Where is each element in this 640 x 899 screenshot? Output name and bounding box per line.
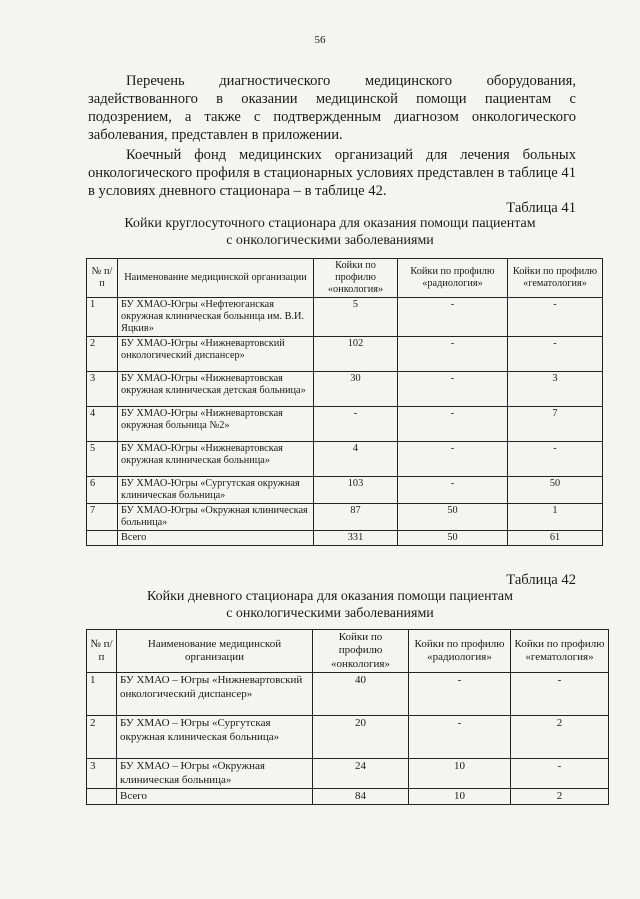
hematology-beds: 7: [508, 407, 603, 442]
org-name: БУ ХМАО-Югры «Нефтеюганская окружная клиническая больница им. В.И. Яцкив»: [118, 298, 314, 337]
hematology-beds: 1: [508, 504, 603, 531]
total-radiology: 50: [398, 531, 508, 546]
oncology-beds: 87: [314, 504, 398, 531]
row-number: 2: [87, 716, 117, 759]
table42-title: [80, 588, 580, 622]
hematology-beds: 2: [511, 716, 609, 759]
table-row: [87, 372, 603, 407]
paragraph-bed-fund: Коечный фонд медицинских организаций для лечения больных онкологического профиля в стационарных условиях представлен в таблице 41 в условиях дневного стационара – в таблице 42.: [88, 147, 576, 199]
org-name: БУ ХМАО-Югры «Окружная клиническая больница»: [118, 504, 314, 531]
page-number: 56: [314, 34, 326, 46]
table41-header-org: Наименование медицинской организации: [118, 259, 314, 298]
table-row: [87, 504, 603, 531]
oncology-beds: -: [314, 407, 398, 442]
table-row: [87, 716, 609, 759]
total-label: Всего: [117, 789, 313, 805]
hematology-beds: 50: [508, 477, 603, 504]
table41-header-hematology: Койки по профилю «гематология»: [508, 259, 603, 298]
row-number: 1: [87, 673, 117, 716]
oncology-beds: 24: [313, 759, 409, 789]
org-name: БУ ХМАО – Югры «Окружная клиническая больница»: [117, 759, 313, 789]
table41-header-radiology: Койки по профилю «радиология»: [398, 259, 508, 298]
table42-header-hematology: Койки по профилю «гематология»: [511, 630, 609, 673]
row-number: 1: [87, 298, 118, 337]
table-row: [87, 442, 603, 477]
table42: [86, 629, 609, 805]
table-row: [87, 477, 603, 504]
table41-label: Таблица 41: [506, 200, 576, 216]
total-oncology: 84: [313, 789, 409, 805]
table42-header-oncology: Койки по профилю «онкология»: [313, 630, 409, 673]
oncology-beds: 4: [314, 442, 398, 477]
org-name: БУ ХМАО-Югры «Нижневартовский онкологический диспансер»: [118, 337, 314, 372]
org-name: БУ ХМАО – Югры «Нижневартовский онкологический диспансер»: [117, 673, 313, 716]
oncology-beds: 5: [314, 298, 398, 337]
row-number: 7: [87, 504, 118, 531]
table41-title-line1: Койки круглосуточного стационара для оказания помощи пациентам: [124, 216, 536, 231]
table42-total-row: [87, 789, 609, 805]
table41-title-line2: с онкологическими заболеваниями: [226, 233, 434, 248]
total-radiology: 10: [409, 789, 511, 805]
hematology-beds: 3: [508, 372, 603, 407]
table41-header-num: № п/п: [87, 259, 118, 298]
hematology-beds: -: [508, 298, 603, 337]
total-empty-cell: [87, 531, 118, 546]
table-row: [87, 407, 603, 442]
radiology-beds: -: [398, 442, 508, 477]
radiology-beds: -: [398, 477, 508, 504]
table42-header-num: № п/п: [87, 630, 117, 673]
radiology-beds: -: [409, 716, 511, 759]
table42-title-line1: Койки дневного стационара для оказания помощи пациентам: [146, 589, 513, 604]
row-number: 5: [87, 442, 118, 477]
table41-header-oncology: Койки по профилю «онкология»: [314, 259, 398, 298]
row-number: 4: [87, 407, 118, 442]
table41: [86, 258, 603, 546]
org-name: БУ ХМАО-Югры «Нижневартовская окружная клиническая больница»: [118, 442, 314, 477]
radiology-beds: -: [398, 407, 508, 442]
org-name: БУ ХМАО – Югры «Сургутская окружная клиническая больница»: [117, 716, 313, 759]
radiology-beds: 10: [409, 759, 511, 789]
radiology-beds: 50: [398, 504, 508, 531]
row-number: 3: [87, 372, 118, 407]
org-name: БУ ХМАО-Югры «Нижневартовская окружная клиническая детская больница»: [118, 372, 314, 407]
table41-header-row: [87, 259, 603, 298]
total-hematology: 61: [508, 531, 603, 546]
hematology-beds: -: [511, 759, 609, 789]
oncology-beds: 103: [314, 477, 398, 504]
table-row: [87, 337, 603, 372]
oncology-beds: 20: [313, 716, 409, 759]
table42-title-line2: с онкологическими заболеваниями: [226, 606, 434, 621]
table42-header-row: [87, 630, 609, 673]
paragraph-equipment: Перечень диагностического медицинского оборудования, задействованного в оказании медицинской помощи пациентам с подозрением, а также с подтвержденным диагнозом онкологического заболевания, представлен в приложении.: [88, 73, 576, 143]
table42-header-radiology: Койки по профилю «радиология»: [409, 630, 511, 673]
table-row: [87, 298, 603, 337]
row-number: 6: [87, 477, 118, 504]
table-row: [87, 673, 609, 716]
row-number: 2: [87, 337, 118, 372]
hematology-beds: -: [508, 337, 603, 372]
table42-header-org: Наименование медицинской организации: [117, 630, 313, 673]
row-number: 3: [87, 759, 117, 789]
org-name: БУ ХМАО-Югры «Сургутская окружная клиническая больница»: [118, 477, 314, 504]
total-label: Всего: [118, 531, 314, 546]
radiology-beds: -: [398, 298, 508, 337]
hematology-beds: -: [511, 673, 609, 716]
table42-label: Таблица 42: [506, 572, 576, 588]
radiology-beds: -: [398, 337, 508, 372]
total-hematology: 2: [511, 789, 609, 805]
oncology-beds: 30: [314, 372, 398, 407]
total-empty-cell: [87, 789, 117, 805]
table-row: [87, 759, 609, 789]
oncology-beds: 40: [313, 673, 409, 716]
org-name: БУ ХМАО-Югры «Нижневартовская окружная больница №2»: [118, 407, 314, 442]
table41-title: [80, 215, 580, 249]
table41-total-row: [87, 531, 603, 546]
radiology-beds: -: [398, 372, 508, 407]
total-oncology: 331: [314, 531, 398, 546]
hematology-beds: -: [508, 442, 603, 477]
oncology-beds: 102: [314, 337, 398, 372]
radiology-beds: -: [409, 673, 511, 716]
